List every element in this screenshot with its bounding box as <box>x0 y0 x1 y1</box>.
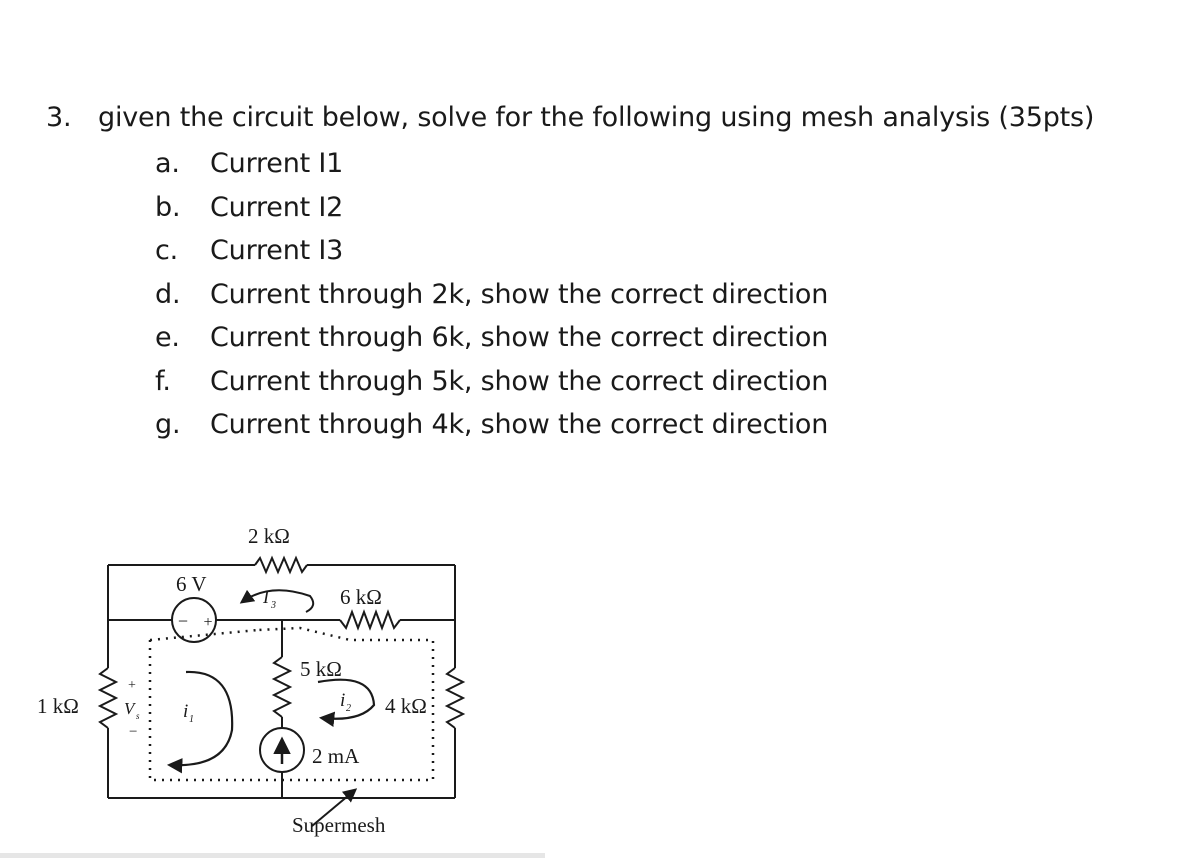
label-i2: i <box>340 690 346 711</box>
subquestion-item <box>155 231 828 275</box>
label-i3-sub: 3 <box>271 600 276 611</box>
label-2k: 2 kΩ <box>248 524 290 548</box>
subquestion-item <box>155 318 828 362</box>
subquestion-item <box>155 144 828 188</box>
subquestion-text: Current I3 <box>210 235 344 266</box>
resistor-1k <box>100 668 116 728</box>
subquestion-letter: e. <box>155 322 180 353</box>
resistor-6k <box>340 612 400 628</box>
label-vs: V <box>124 699 135 718</box>
label-i1: i <box>183 701 189 722</box>
subquestion-letter: d. <box>155 278 181 310</box>
resistor-2k <box>255 558 307 572</box>
subquestion-letter: a. <box>155 148 180 179</box>
label-2ma: 2 mA <box>312 744 360 768</box>
label-vs-plus: + <box>128 678 136 693</box>
vsource-minus: − <box>177 611 189 631</box>
resistor-5k <box>274 657 290 717</box>
label-i1-sub: 1 <box>189 714 194 725</box>
mesh-i1-arrow <box>170 672 232 765</box>
vsource-plus: + <box>203 614 213 631</box>
resistor-4k <box>447 668 463 728</box>
subquestion-list <box>155 144 828 449</box>
subquestion-text: Current through 5k, show the correct direction <box>210 365 829 397</box>
label-6k: 6 kΩ <box>340 585 382 609</box>
subquestion-text: Current I2 <box>210 191 344 223</box>
label-i3: I <box>263 587 269 607</box>
subquestion-text: Current through 4k, show the correct direction <box>210 409 829 440</box>
subquestion-letter: g. <box>155 409 181 440</box>
subquestion-text: Current through 6k, show the correct direction <box>210 322 829 353</box>
question-number: 3. <box>46 102 72 133</box>
label-supermesh: Supermesh <box>292 813 386 837</box>
label-vs-minus: − <box>129 724 138 740</box>
label-6v: 6 V <box>176 572 207 596</box>
label-vs-sub: s <box>136 711 140 721</box>
subquestion-item <box>155 362 828 406</box>
subquestion-item <box>155 188 828 232</box>
subquestion-text: Current through 2k, show the correct direction <box>210 278 829 310</box>
circuit-diagram <box>30 520 500 845</box>
subquestion-item <box>155 275 828 319</box>
subquestion-item <box>155 405 828 449</box>
page-bottom-edge <box>0 853 545 858</box>
label-5k: 5 kΩ <box>300 657 342 681</box>
subquestion-letter: c. <box>155 235 179 266</box>
subquestion-letter: b. <box>155 191 181 223</box>
label-4k: 4 kΩ <box>385 694 427 718</box>
question-text: given the circuit below, solve for the following using mesh analysis (35pts) <box>98 102 1095 133</box>
subquestion-letter: f. <box>155 365 171 397</box>
label-i2-sub: 2 <box>346 703 351 714</box>
subquestion-text: Current I1 <box>210 148 344 179</box>
question-prompt <box>46 102 1094 133</box>
label-1k: 1 kΩ <box>37 694 79 718</box>
mesh-i3-arrow <box>242 590 313 612</box>
